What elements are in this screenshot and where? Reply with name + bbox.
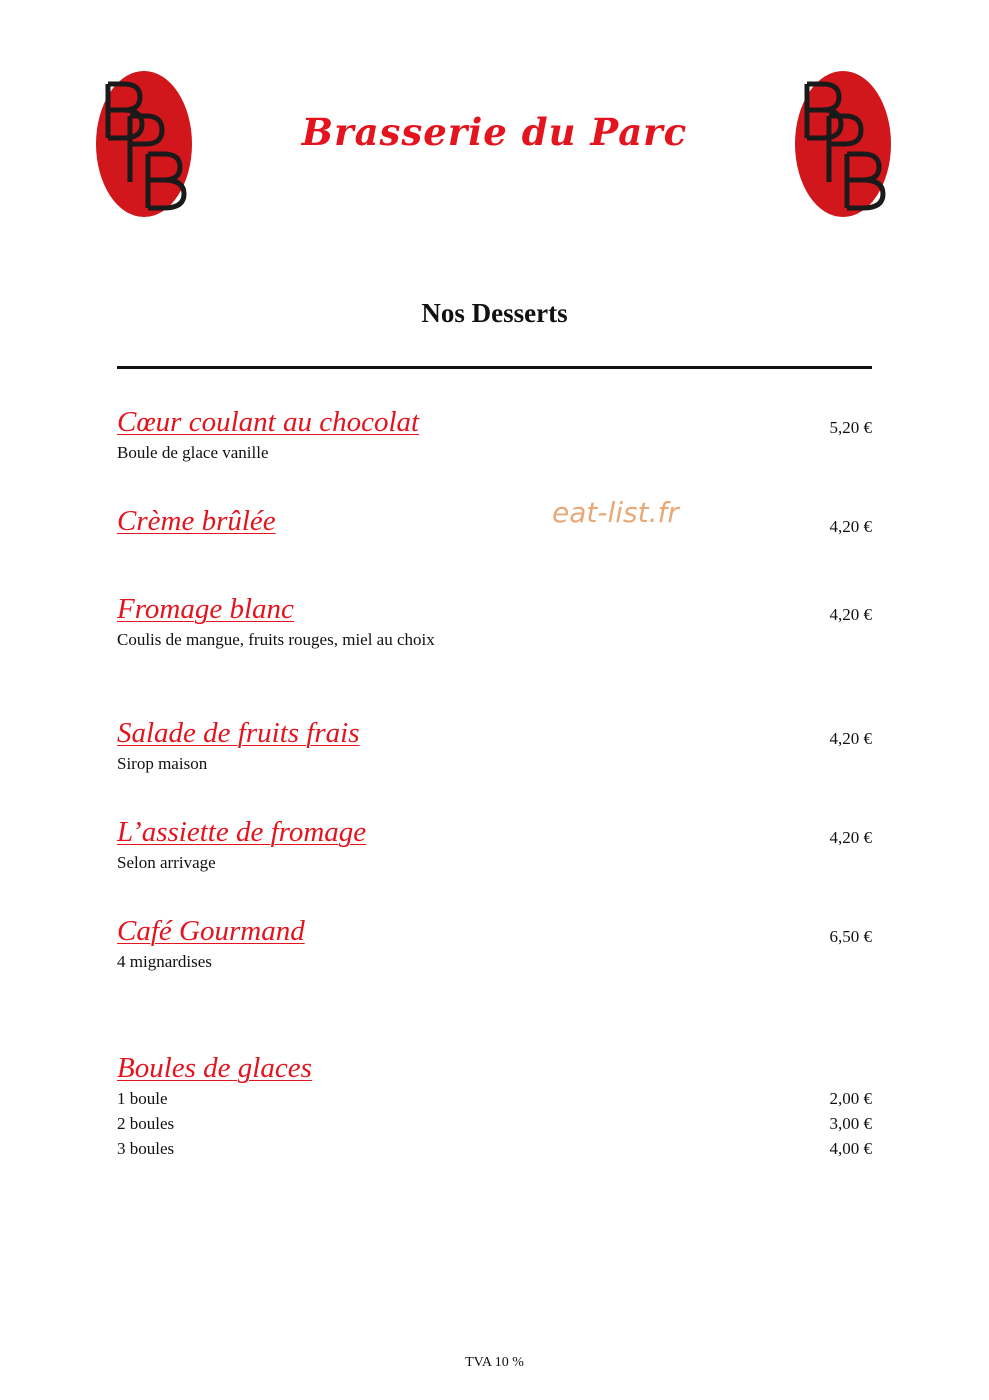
glace-option	[117, 1111, 872, 1136]
item-description: Boule de glace vanille	[117, 443, 269, 462]
glace-option-price: 3,00 €	[829, 1114, 872, 1133]
item-description: Sirop maison	[117, 754, 208, 773]
item-description: 4 mignardises	[117, 952, 212, 971]
item-name: Boules de glaces	[117, 1052, 312, 1084]
menu-item	[117, 814, 872, 875]
item-description: Selon arrivage	[117, 853, 216, 872]
section-title: Nos Desserts	[421, 298, 568, 328]
menu-item	[117, 913, 872, 974]
glace-option-label: 2 boules	[117, 1114, 175, 1133]
tax-footer: TVA 10 %	[465, 1355, 524, 1370]
item-price: 5,20 €	[829, 418, 872, 437]
bpb-logo-icon	[793, 70, 893, 218]
glace-option	[117, 1086, 872, 1111]
glace-option-price: 4,00 €	[829, 1139, 872, 1158]
item-name: Salade de fruits frais	[117, 717, 360, 749]
menu-item	[117, 591, 872, 652]
item-description: Coulis de mangue, fruits rouges, miel au choix	[117, 630, 435, 649]
brand-logo-right	[793, 70, 893, 218]
glace-option-price: 2,00 €	[829, 1089, 872, 1108]
menu-item	[117, 404, 872, 465]
glaces-section	[117, 1050, 872, 1161]
glace-option-label: 1 boule	[117, 1089, 168, 1108]
glace-option-label: 3 boules	[117, 1139, 175, 1158]
item-price: 4,20 €	[829, 729, 872, 748]
glace-option	[117, 1136, 872, 1161]
menu-item	[117, 503, 872, 539]
item-name: Crème brûlée	[117, 505, 276, 537]
item-price: 4,20 €	[829, 517, 872, 536]
watermark: eat-list.fr	[552, 496, 679, 529]
item-name: Cœur coulant au chocolat	[117, 406, 420, 438]
brand-name: Brasserie du Parc	[301, 110, 688, 154]
item-price: 4,20 €	[829, 828, 872, 847]
item-name: Café Gourmand	[117, 915, 305, 947]
title-divider	[117, 366, 872, 369]
item-price: 6,50 €	[829, 927, 872, 946]
item-price: 4,20 €	[829, 605, 872, 624]
menu-item	[117, 715, 872, 776]
item-name: L’assiette de fromage	[117, 816, 367, 848]
item-name: Fromage blanc	[117, 593, 294, 625]
